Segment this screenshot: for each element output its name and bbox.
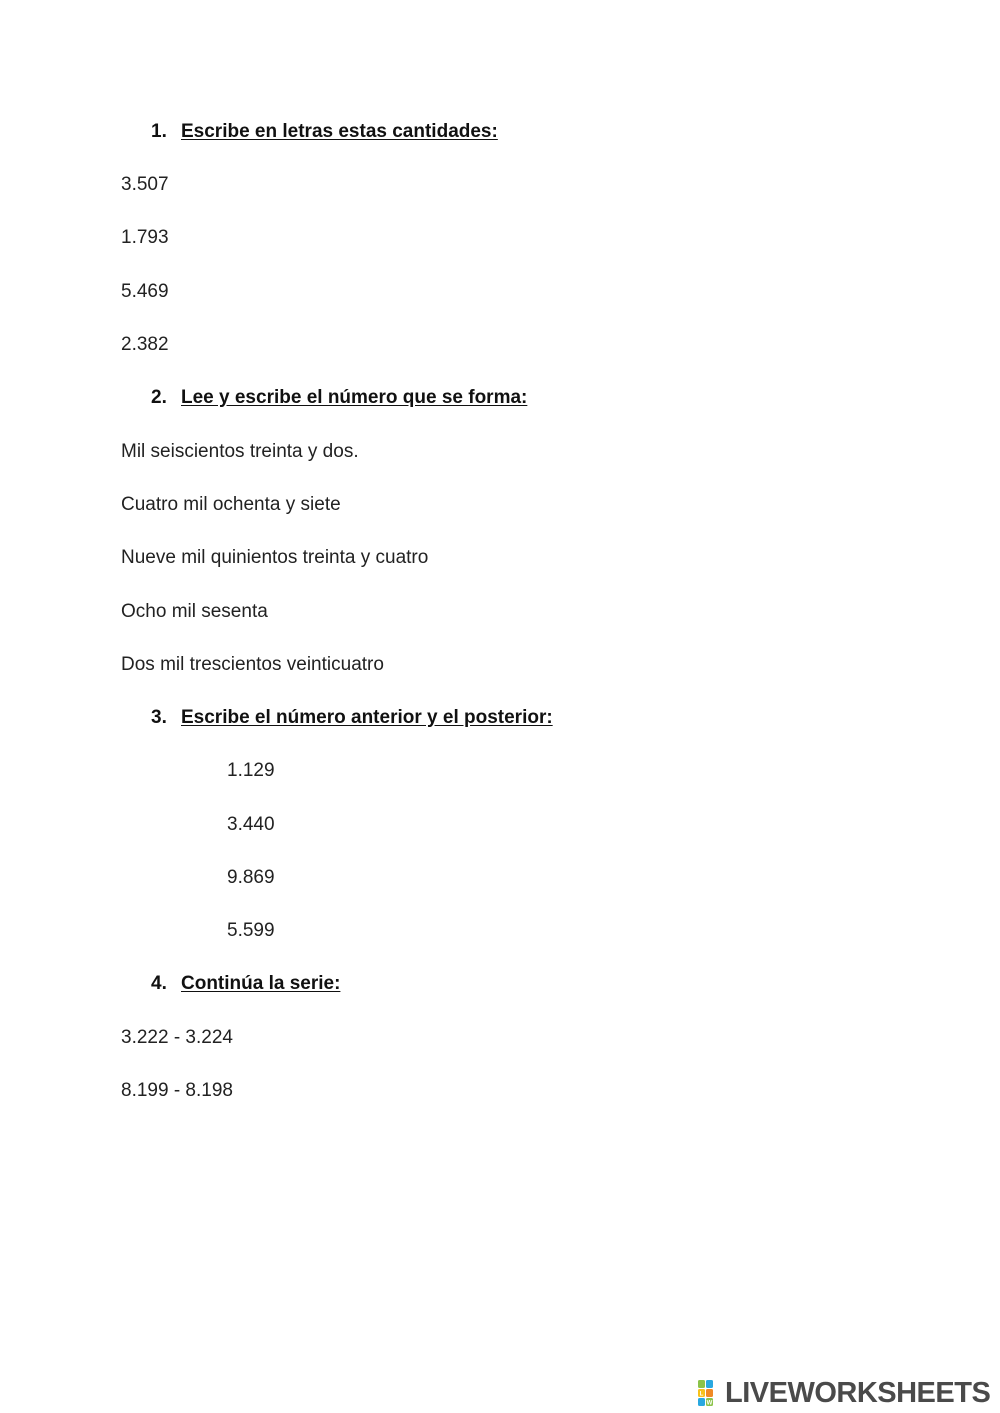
logo-letter-l: L <box>699 1391 704 1398</box>
list-item: 3.507 <box>121 174 169 195</box>
list-item: 1.793 <box>121 227 169 248</box>
logo-letter-w: W <box>706 1400 713 1407</box>
list-item: Dos mil trescientos veinticuatro <box>121 654 384 675</box>
section-3-title: Escribe el número anterior y el posterior: <box>181 707 553 728</box>
list-item: 3.222 - 3.224 <box>121 1027 233 1048</box>
list-item: Nueve mil quinientos treinta y cuatro <box>121 547 429 568</box>
section-1-heading <box>151 121 498 143</box>
section-4-title: Continúa la serie: <box>181 973 341 994</box>
list-item: 5.469 <box>121 281 169 302</box>
list-item: 8.199 - 8.198 <box>121 1080 233 1101</box>
list-item: 5.599 <box>227 920 275 941</box>
list-item: 9.869 <box>227 867 275 888</box>
section-3-number: 3. <box>151 707 167 728</box>
section-2-title: Lee y escribe el número que se forma: <box>181 387 528 408</box>
section-3-heading <box>151 707 553 729</box>
liveworksheets-logo <box>697 1377 990 1409</box>
section-1-title: Escribe en letras estas cantidades: <box>181 121 498 142</box>
section-2-heading <box>151 387 527 409</box>
list-item: Ocho mil sesenta <box>121 601 268 622</box>
section-4-heading <box>151 973 340 995</box>
section-2-number: 2. <box>151 387 167 408</box>
brand-name: LIVEWORKSHEETS <box>725 1377 991 1409</box>
list-item: Mil seiscientos treinta y dos. <box>121 441 359 462</box>
liveworksheets-mark-icon <box>697 1378 723 1408</box>
list-item: 2.382 <box>121 334 169 355</box>
section-4-number: 4. <box>151 973 167 994</box>
list-item: Cuatro mil ochenta y siete <box>121 494 341 515</box>
list-item: 1.129 <box>227 760 275 781</box>
list-item: 3.440 <box>227 814 275 835</box>
section-1-number: 1. <box>151 121 167 142</box>
